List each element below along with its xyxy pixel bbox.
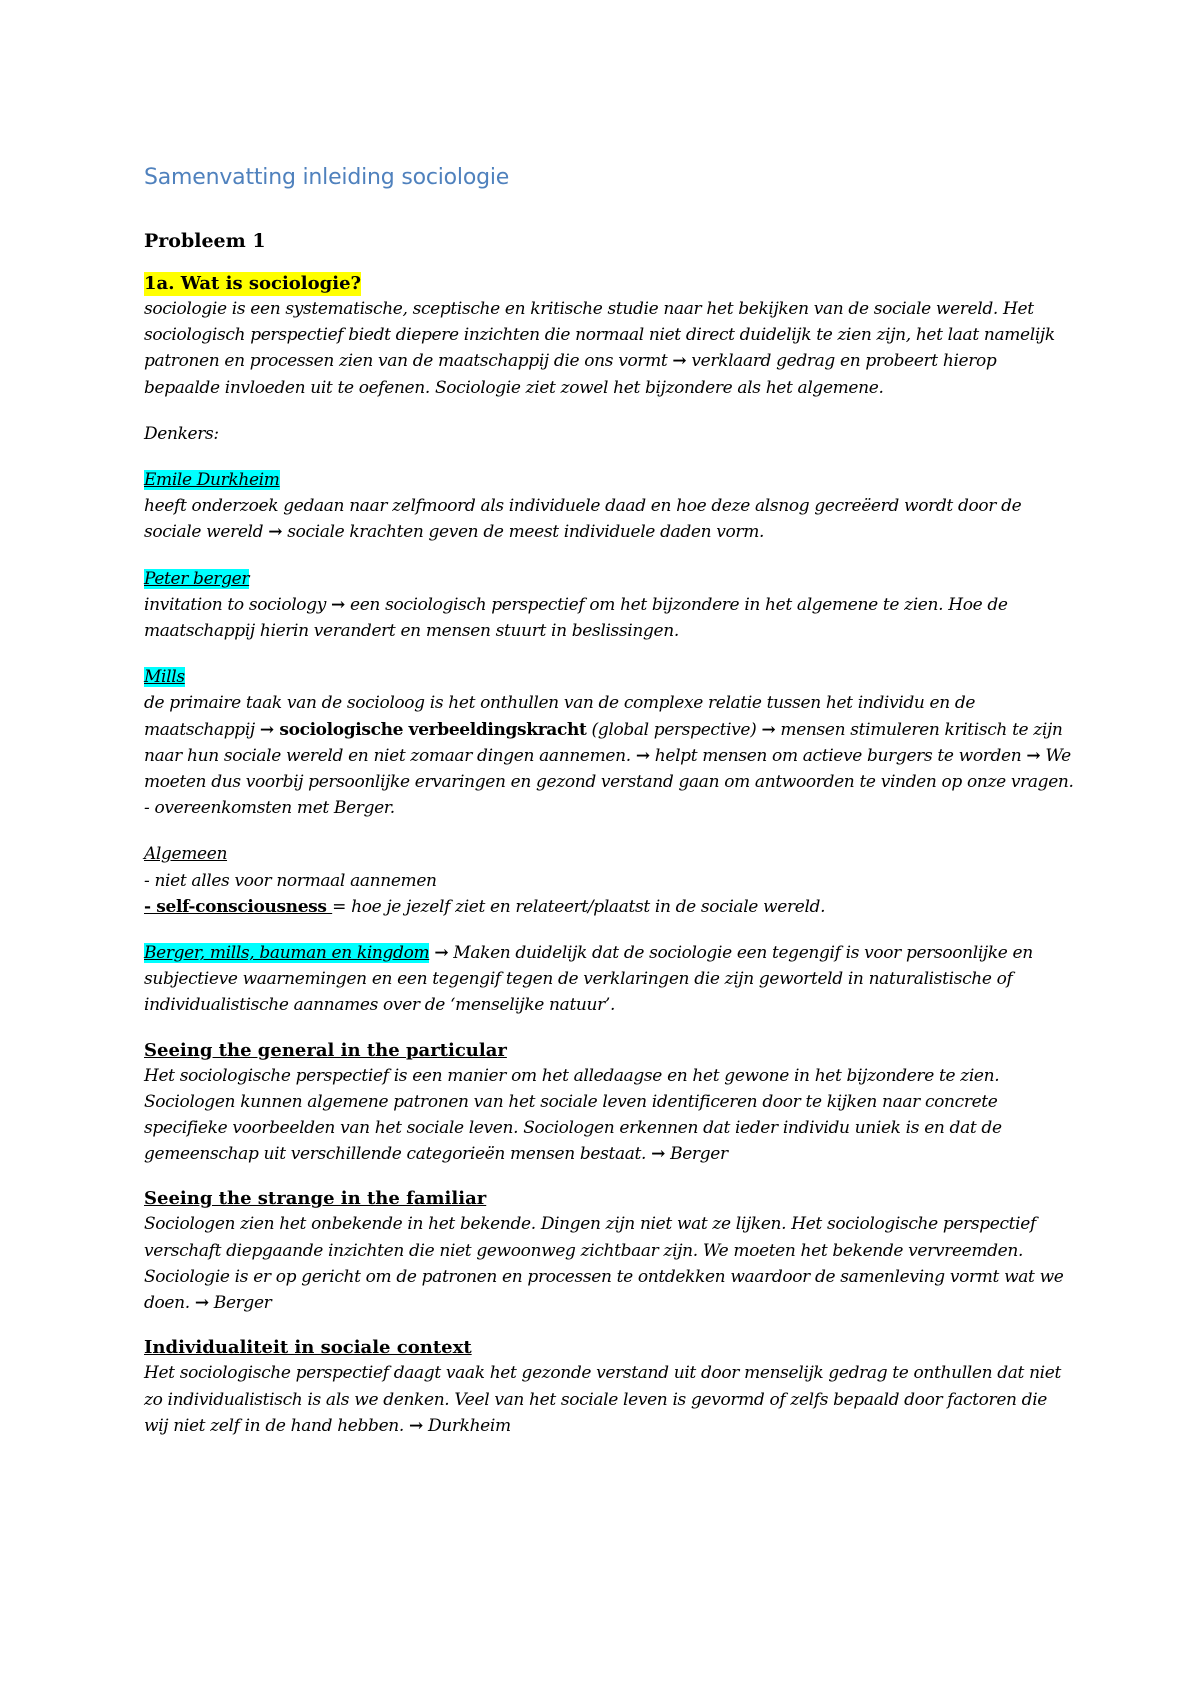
section-probleem-1: Probleem 1 — [144, 230, 266, 252]
highlight-berger: Peter berger — [144, 568, 250, 589]
arrow-icon: → — [1026, 745, 1041, 766]
highlight-durkheim: Emile Durkheim — [144, 470, 280, 491]
strange-paragraph: Sociologen zien het onbekende in het bekende. Dingen zijn niet wat ze lijken. Het sociologische perspectief verschaft diepgaande inzichten die niet gewoonweg zichtbaar zijn. We moeten het bekende vervreemden. Sociologie is er op gericht om de patronen en processen te ontdekken waardoor de samenleving vormt wat we doen. → Berger — [144, 1214, 1064, 1314]
arrow-icon: → — [761, 719, 776, 740]
highlight-mills: Mills — [144, 667, 185, 688]
mills-block: Mills de primaire taak van de socioloog is het onthullen van de complexe relatie tussen het individu en de maatschappij → sociologische verbeeldingskracht (global perspective) → mensen stimuleren kritisch te zijn naar hun sociale wereld en niet zomaar dingen aannemen. → helpt mensen om actieve burgers te worden → We moeten dus voorbij persoonlijke ervaringen en gezond verstand gaan om antwoorden te vinden op onze vragen. - overeenkomsten met Berger. — [144, 667, 1074, 819]
denkers-label: Denkers: — [144, 423, 219, 444]
arrow-icon: → — [331, 594, 345, 615]
heading-general-particular: Seeing the general in the particular — [144, 1039, 507, 1061]
bmbk-block: Berger, mills, bauman en kingdom → Maken duidelijk dat de sociologie een tegengif is voor persoonlijke en subjectieve waarnemingen en een tegengif tegen de verklaringen die zijn geworteld in naturalistische of individualistische aannames over de ‘menselijke natuur’. — [144, 943, 1033, 1016]
arrow-icon: → — [434, 943, 449, 964]
general-paragraph: Het sociologische perspectief is een manier om het alledaagse en het gewone in het bijzondere te zien. Sociologen kunnen algemene patronen van het sociale leven identificeren door te kijken naar concrete specifieke voorbeelden van het sociale leven. Sociologen erkennen dat ieder individu uniek is en dat de gemeenschap uit verschillende categorieën mensen bestaat. → Berger — [144, 1065, 1002, 1165]
arrow-icon: → — [194, 1293, 209, 1314]
document-content — [144, 165, 1074, 1439]
individu-paragraph: Het sociologische perspectief daagt vaak het gezonde verstand uit door menselijk gedrag te onthullen dat niet zo individualistisch is als we denken. Veel van het sociale leven is gevormd of zelfs bepaald door factoren die wij niet zelf in de hand hebben. → Durkheim — [144, 1363, 1061, 1436]
arrow-icon: → — [409, 1415, 423, 1436]
highlight-bmbk: Berger, mills, bauman en kingdom — [144, 943, 430, 964]
document-title: Samenvatting inleiding sociologie — [144, 165, 510, 190]
arrow-icon: → — [635, 745, 650, 766]
intro-paragraph: sociologie is een systematische, sceptische en kritische studie naar het bekijken van de sociale wereld. Het sociologisch perspectief biedt diepere inzichten die normaal niet direct duidelijk te zien zijn, het laat namelijk patronen en processen zien van de maatschappij die ons vormt → verklaard gedrag en probeert hierop bepaalde invloeden uit te oefenen. Sociologie ziet zowel het bijzondere als het algemene. — [144, 299, 1055, 398]
heading-strange-familiar: Seeing the strange in the familiar — [144, 1188, 487, 1210]
algemeen-heading: Algemeen — [144, 844, 228, 865]
berger-block: Peter berger invitation to sociology → een sociologisch perspectief om het bijzondere in het algemene te zien. Hoe de maatschappij hierin verandert en mensen stuurt in beslissingen. — [144, 568, 1008, 642]
heading-individualiteit: Individualiteit in sociale context — [144, 1337, 472, 1359]
term-self-consciousness: - self-consciousness — [144, 896, 333, 917]
term-verbeeldingskracht: sociologische verbeeldingskracht — [273, 719, 587, 740]
arrow-icon: → — [672, 351, 687, 372]
arrow-icon: → — [259, 719, 274, 740]
arrow-icon: → — [268, 522, 283, 543]
algemeen-block: Algemeen - niet alles voor normaal aannemen - self-consciousness = hoe je jezelf ziet en relateert/plaatst in de sociale wereld. — [144, 844, 826, 917]
durkheim-block: Emile Durkheim heeft onderzoek gedaan naar zelfmoord als individuele daad en hoe deze alsnog gecreëerd wordt door de sociale wereld → sociale krachten geven de meest individuele daden vorm. — [144, 470, 1022, 543]
question-heading-1a: 1a. Wat is sociologie? — [144, 273, 362, 294]
arrow-icon: → — [651, 1144, 666, 1165]
